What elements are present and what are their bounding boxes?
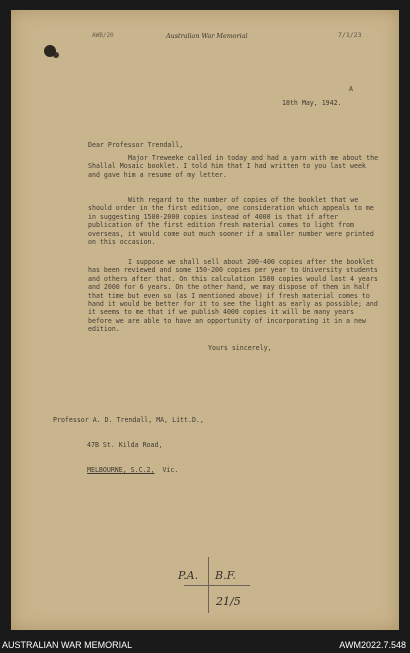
recipient-address <box>53 399 204 483</box>
address-line-2: 47B St. Kilda Road, <box>87 441 163 450</box>
paragraph-1-text: Major Treweeke called in today and had a yarn with me about the Shallal Mosaic booklet. I told him that I had written to you last week and gave him a resume of my letter. <box>88 154 379 179</box>
punch-hole <box>44 45 56 57</box>
stamp-pa: P.A. <box>178 569 199 582</box>
footer-bar <box>0 638 410 653</box>
salutation: Dear Professor Trendall, <box>88 141 184 149</box>
paragraph-2 <box>88 196 380 246</box>
footer-institution: AUSTRALIAN WAR MEMORIAL <box>2 640 133 650</box>
stamp-bf: B.F. <box>215 569 236 582</box>
letter-date: 18th May, 1942. <box>282 99 342 107</box>
address-state: Vic. <box>162 466 179 475</box>
stamp-divider-horizontal <box>184 585 250 586</box>
paragraph-1 <box>88 154 380 179</box>
paragraph-3-text: I suppose we shall sell about 200-400 copies after the booklet has been reviewed and some 150-200 copies per year to University students and others after that. On this calculation 1500 copies would last 4 years and 2000 for 6 years. On the other hand, we may dispose of them in half that time but even so (as I mentioned above) if fresh material comes to hand it would be better for it to see the light as early as possible; and it seems to me that if we publish 4000 copies it will be many years before we are able to have an opportunity of incorporating it in a new edition. <box>88 258 378 334</box>
paragraph-2-text: With regard to the number of copies of the booklet that we should order in the first edition, one consideration which appeals to me in suggesting 1500-2000 copies instead of 4000 is that if after publication of the first edition fresh material comes to light from overseas, it would come out much sooner if a smaller number were printed on this occasion. <box>88 196 374 247</box>
paragraph-3 <box>88 258 380 334</box>
letter-mark: A <box>349 85 353 93</box>
address-city: MELBOURNE, S.C.2, <box>87 466 155 475</box>
address-line-1: Professor A. D. Trendall, MA, Litt.D., <box>53 415 204 424</box>
file-reference: AWB/20 <box>92 32 114 39</box>
address-line-3 <box>53 466 204 474</box>
letterhead-organisation: Australian War Memorial <box>166 32 248 40</box>
stamp-date: 21/5 <box>216 595 241 608</box>
filing-stamp <box>160 555 270 615</box>
file-date: 7/1/23 <box>338 31 362 39</box>
footer-accession-number: AWM2022.7.548 <box>339 640 406 650</box>
closing: Yours sincerely, <box>208 344 272 352</box>
